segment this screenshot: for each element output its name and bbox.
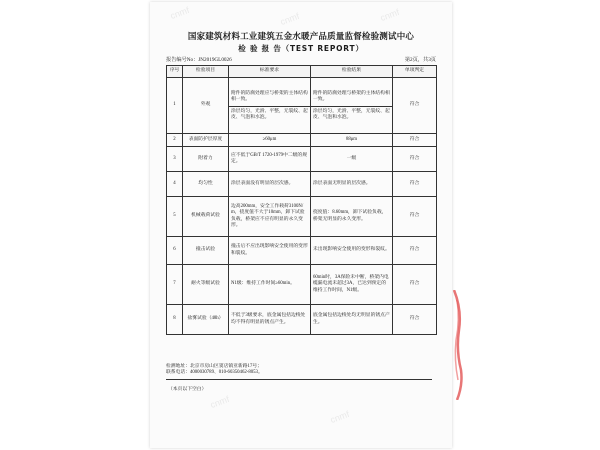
requirement-cell [229, 78, 311, 134]
col-header-no: 序号 [167, 66, 183, 78]
verdict: 符合 [393, 78, 437, 134]
requirement-text: ≥60μm [229, 134, 311, 147]
report-subtitle: 检 验 报 告（TEST REPORT） [238, 44, 364, 53]
col-header-verdict: 单项判定 [393, 66, 437, 78]
result-text: 附件的防腐处理与桥架的主体结构相一致。 [313, 90, 390, 103]
row-number: 1 [167, 78, 183, 134]
verdict: 符合 [393, 305, 437, 335]
row-number: 3 [167, 147, 183, 172]
test-item: 均匀性 [183, 172, 229, 197]
row-number: 7 [167, 265, 183, 305]
verdict: 符合 [393, 147, 437, 172]
row-number: 5 [167, 197, 183, 237]
footer-contact [166, 364, 432, 380]
requirement-text: 涂层表面没有明显的层次感。 [229, 172, 311, 197]
test-item: 附着力 [183, 147, 229, 172]
result-cell [311, 78, 393, 134]
page-number: 第2页，共3页 [404, 57, 436, 63]
row-number: 4 [167, 172, 183, 197]
report-title: 国家建筑材料工业建筑五金水暖产品质量监督检验测试中心 [187, 32, 415, 42]
table-row [167, 134, 437, 147]
watermark-text: cnmf [208, 393, 231, 411]
test-item: 机械载荷试验 [183, 197, 229, 237]
results-table [166, 65, 437, 335]
result-text: 涂层均匀，光滑、平整，无裂纹、起皮、气泡和水泡。 [311, 106, 392, 122]
verdict: 符合 [393, 265, 437, 305]
test-item: 耐火等级试验 [183, 265, 229, 305]
requirement-text: N1级：维持工作时间≥60min。 [229, 265, 311, 305]
result-text: 涂层表面无明显的层次感。 [311, 172, 393, 197]
watermark-text: cnmf [378, 6, 401, 24]
requirement-text: 撞击后不应出现影响安全使用的变形和裂纹。 [229, 237, 311, 265]
test-item: 撞击试验 [183, 237, 229, 265]
red-seal-stamp-edge [452, 290, 464, 400]
requirement-text: 应不低于GB/T 1720-1979中二级的规定。 [229, 147, 311, 172]
test-item: 盐雾试验（48h） [183, 305, 229, 335]
result-text: 未出现影响安全使用的变形和裂纹。 [311, 237, 393, 265]
result-text: 挠度值：8.60mm，卸下试验负载，桥架无明显的永久变形。 [311, 197, 393, 237]
table-row [167, 305, 437, 335]
requirement-text: 边高200mm，安全工作载荷3100N/m，挠度值不大于10mm，卸下试验负载，桥架应不应有明显的永久变形。 [229, 197, 311, 237]
test-item: 外观 [183, 78, 229, 134]
col-header-result: 检验结果 [311, 66, 393, 78]
table-row [167, 147, 437, 172]
table-row [167, 237, 437, 265]
verdict: 符合 [393, 134, 437, 147]
result-text: 88μm [311, 134, 393, 147]
report-number: 报告编号No：JN2019GL0026 [166, 57, 232, 63]
row-number: 8 [167, 305, 183, 335]
requirement-text: 附件的防腐处理应与桥架的主体结构相一致。 [231, 90, 308, 103]
test-item: 表面防护层厚度 [183, 134, 229, 147]
verdict: 符合 [393, 172, 437, 197]
table-header-row [167, 66, 437, 78]
row-number: 6 [167, 237, 183, 265]
table-row [167, 265, 437, 305]
row-number: 2 [167, 134, 183, 147]
table-row [167, 78, 437, 134]
requirement-text: 涂层均匀，光滑、平整，无裂纹、起皮、气泡和水泡。 [229, 106, 310, 122]
contact-phone: 联系电话：4000030789、010-60350462-8053。 [166, 370, 263, 376]
watermark-text: cnmf [278, 10, 301, 28]
watermark-text: cnmf [168, 4, 191, 22]
table-row [167, 197, 437, 237]
verdict: 符合 [393, 197, 437, 237]
col-header-item: 检验项目 [183, 66, 229, 78]
result-text: 一级 [311, 147, 393, 172]
test-address: 检测地址：北京市房山区窦店镇亚新路17号； [166, 364, 262, 369]
result-text: 60min时，3A保险未中断，桥架内电缆漏电流未超过3A，已达到预定的维持工作时间，N1级。 [311, 265, 393, 305]
col-header-requirement: 标准要求 [229, 66, 311, 78]
watermark-text: cnmf [328, 408, 351, 426]
table-row [167, 172, 437, 197]
report-meta [166, 56, 436, 63]
verdict: 符合 [393, 237, 437, 265]
result-text: 底金属包括边棱处均无明显的锈点产生。 [311, 305, 393, 335]
requirement-text: 不低于3级要求，底金属包括边棱处均不得有明显的锈点产生。 [229, 305, 311, 335]
report-page [150, 2, 452, 448]
blank-below-note: （本页以下空白） [168, 387, 207, 392]
